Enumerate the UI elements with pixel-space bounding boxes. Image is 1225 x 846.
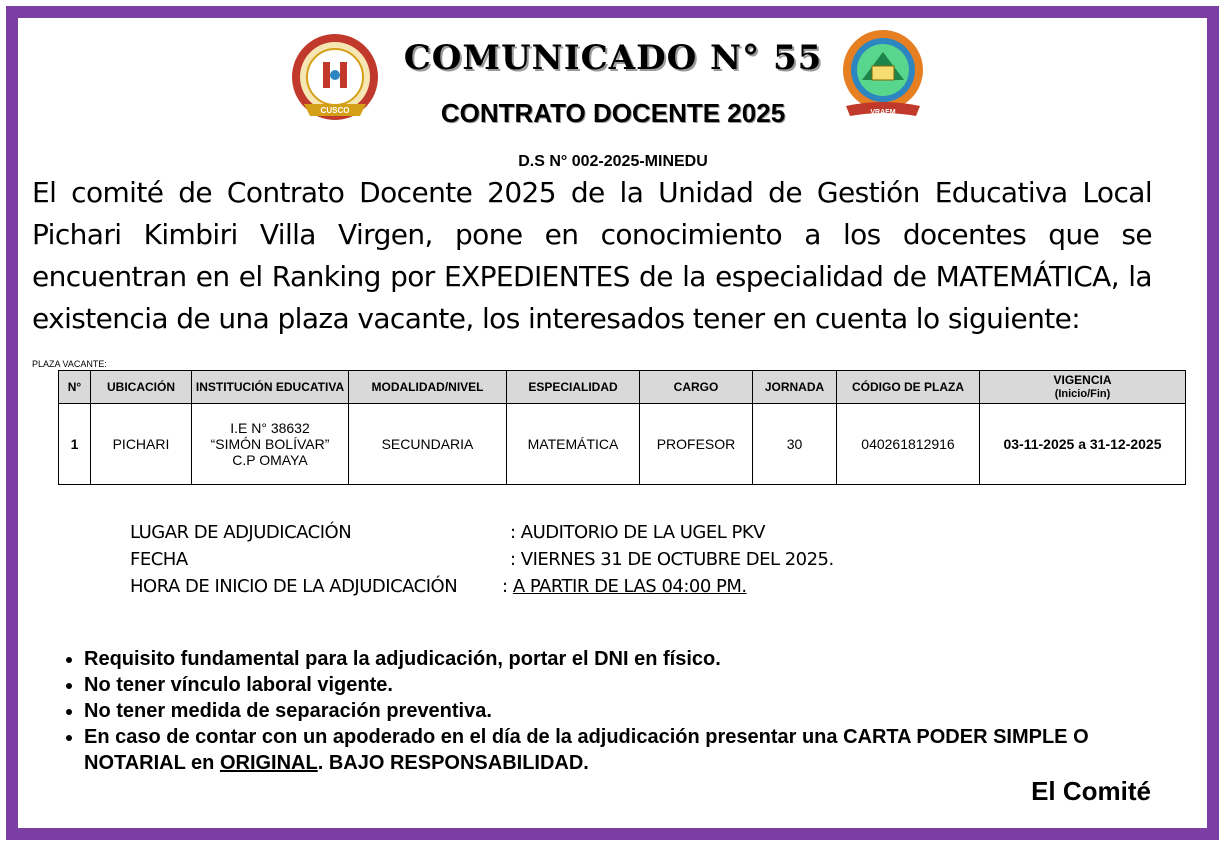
cell-codigo: 040261812916 bbox=[837, 404, 980, 485]
requirement-emphasis: ORIGINAL bbox=[219, 752, 318, 774]
cell-especialidad: MATEMÁTICA bbox=[507, 404, 640, 485]
col-especialidad: ESPECIALIDAD bbox=[507, 371, 640, 404]
cell-num: 1 bbox=[59, 404, 91, 485]
cell-institucion-line3: C.P OMAYA bbox=[232, 452, 308, 468]
detail-label: HORA DE INICIO DE LA ADJUDICACIÓN bbox=[130, 576, 458, 597]
detail-row-lugar bbox=[130, 522, 930, 549]
page-title: COMUNICADO N° 55 bbox=[403, 38, 823, 78]
col-vigencia-label: VIGENCIA bbox=[1053, 373, 1112, 387]
list-item: • No tener vínculo laboral vigente. bbox=[84, 672, 1194, 698]
decree-reference: D.S N° 002-2025-MINEDU bbox=[518, 153, 708, 170]
detail-row-hora bbox=[130, 576, 930, 603]
cell-modalidad: SECUNDARIA bbox=[349, 404, 507, 485]
table-row bbox=[59, 404, 1186, 485]
detail-value bbox=[502, 576, 747, 597]
detail-label: FECHA bbox=[130, 549, 188, 570]
cell-institucion-line1: I.E N° 38632 bbox=[230, 420, 310, 436]
cell-cargo: PROFESOR bbox=[640, 404, 753, 485]
detail-value: : VIERNES 31 DE OCTUBRE DEL 2025. bbox=[510, 549, 834, 570]
signature: El Comité bbox=[1031, 776, 1151, 806]
table-caption: PLAZA VACANTE: bbox=[32, 359, 107, 369]
intro-paragraph: El comité de Contrato Docente 2025 de la Unidad de Gestión Educativa Local Pichari Kimbiri Villa Virgen, pone en conocimiento a los docentes que se encuentran en el Ranking por EXPEDIENTES de la especialidad de MATEMÁTICA, la existencia de una plaza vacante, los interesados tener en cuenta lo siguiente: bbox=[32, 176, 1152, 335]
cell-jornada: 30 bbox=[753, 404, 837, 485]
col-cargo: CARGO bbox=[640, 371, 753, 404]
col-vigencia-sub: (Inicio/Fin) bbox=[1054, 388, 1111, 400]
adjudication-details bbox=[130, 522, 930, 603]
col-jornada: JORNADA bbox=[753, 371, 837, 404]
cell-institucion-line2: “SIMÓN BOLÍVAR” bbox=[210, 436, 330, 452]
list-item bbox=[84, 724, 1194, 776]
detail-value-time: A PARTIR DE LAS 04:00 PM. bbox=[512, 576, 747, 597]
col-modalidad: MODALIDAD/NIVEL bbox=[349, 371, 507, 404]
col-institucion: INSTITUCIÓN EDUCATIVA bbox=[192, 371, 349, 404]
detail-row-fecha bbox=[130, 549, 930, 576]
svg-text:VRAEM: VRAEM bbox=[870, 109, 896, 116]
plazas-table bbox=[58, 370, 1186, 485]
col-num: N° bbox=[59, 371, 91, 404]
detail-value-prefix: : bbox=[502, 576, 508, 597]
table-header-row bbox=[59, 371, 1186, 404]
requirements-list bbox=[56, 646, 1194, 776]
cell-vigencia: 03-11-2025 a 31-12-2025 bbox=[980, 404, 1186, 485]
requirement-text: En caso de contar con un apoderado en el día de la adjudicación presentar una CARTA PODER SIMPLE O NOTARIAL en bbox=[84, 726, 1089, 774]
detail-label: LUGAR DE ADJUDICACIÓN bbox=[130, 522, 352, 543]
svg-text:CUSCO: CUSCO bbox=[320, 106, 350, 115]
list-item: • No tener medida de separación preventiva. bbox=[84, 698, 1194, 724]
cell-institucion bbox=[192, 404, 349, 485]
detail-value: : AUDITORIO DE LA UGEL PKV bbox=[510, 522, 765, 543]
col-vigencia bbox=[980, 371, 1186, 404]
list-item: • Requisito fundamental para la adjudicación, portar el DNI en físico. bbox=[84, 646, 1194, 672]
cell-ubicacion: PICHARI bbox=[91, 404, 192, 485]
col-ubicacion: UBICACIÓN bbox=[91, 371, 192, 404]
document-frame bbox=[6, 6, 1219, 840]
requirement-text-end: . BAJO RESPONSABILIDAD. bbox=[317, 752, 589, 774]
col-codigo: CÓDIGO DE PLAZA bbox=[837, 371, 980, 404]
page-subtitle: CONTRATO DOCENTE 2025 bbox=[440, 98, 786, 128]
